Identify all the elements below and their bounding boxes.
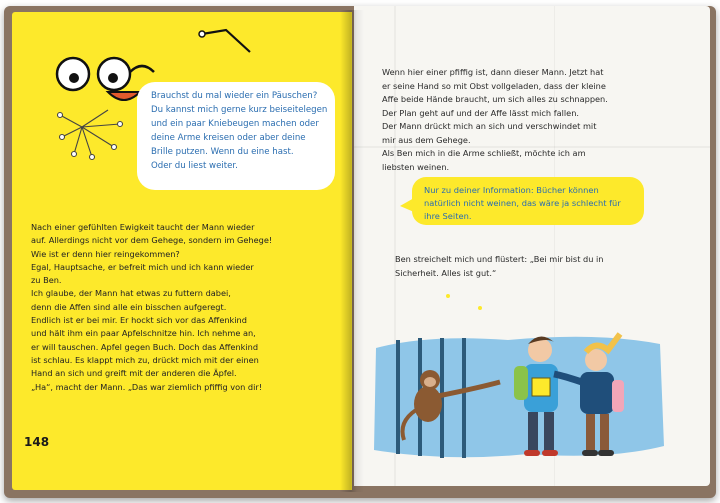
right-pupil: [108, 73, 118, 83]
wink-eye: [130, 66, 154, 72]
arm-doodles: [58, 110, 123, 160]
left-pupil: [69, 73, 79, 83]
speech-bubble-left: [137, 82, 335, 190]
tear-drops: [440, 290, 500, 320]
speech-bubble-right-text: Nur zu deiner Information: Bücher können natürlich nicht weinen, das wäre ja schlecht für ihre Seiten.: [424, 185, 621, 221]
left-page: [12, 12, 352, 490]
eyebrow-doodle: [202, 30, 250, 52]
mouth: [108, 92, 140, 100]
page-number: 148: [24, 435, 50, 449]
book-gutter: [340, 10, 364, 492]
zoo-illustration: [368, 330, 668, 470]
right-body-text: Wenn hier einer pfiffig ist, dann dieser Mann. Jetzt hat er seine Hand so mit Obst vollgeladen, dass der kleine Affe beide Hände braucht, um sich alles zu schnappen. Der Plan geht auf und der Affe lässt mich fallen. Der Mann drückt mich an sich und verschwindet mit mir aus dem Gehege. Als Ben mich in die Arme schließt, möchte ich am liebsten weinen.: [382, 67, 608, 172]
speech-bubble-left-text: Brauchst du mal wieder ein Päuschen? Du kannst mich gerne kurz beiseitelegen und ein paar Kniebeugen machen oder deine Arme kreisen oder aber deine Brille putzen. Wenn du eine hast. Oder du liest weiter.: [151, 91, 328, 171]
speech-bubble-right: [412, 177, 644, 225]
ben-quote-text: Ben streichelt mich und flüstert: „Bei mir bist du in Sicherheit. Alles ist gut.“: [395, 254, 604, 278]
left-body-text: Nach einer gefühlten Ewigkeit taucht der Mann wieder auf. Allerdings nicht vor dem Gehege, sondern im Gehege! Wie ist er denn hier reingekommen? Egal, Hauptsache, er befreit mich und ich kann wieder zu Ben. Ich glaube, der Mann hat etwas zu futtern dabei, denn die Affen sind alle ein bisschen aufgeregt. Endlich ist er bei mir. Er hockt sich vor das Affenkind und hält ihm ein paar Apfelschnitze hin. Ich nehme an, er will tauschen. Apfel gegen Buch. Doch das Affenkind ist schlau. Es klappt mich zu, drückt mich mit der einen Hand an sich und greift mit der anderen die Äpfel. „Ha“, macht der Mann. „Das war ziemlich pfiffig von dir!: [31, 222, 273, 392]
